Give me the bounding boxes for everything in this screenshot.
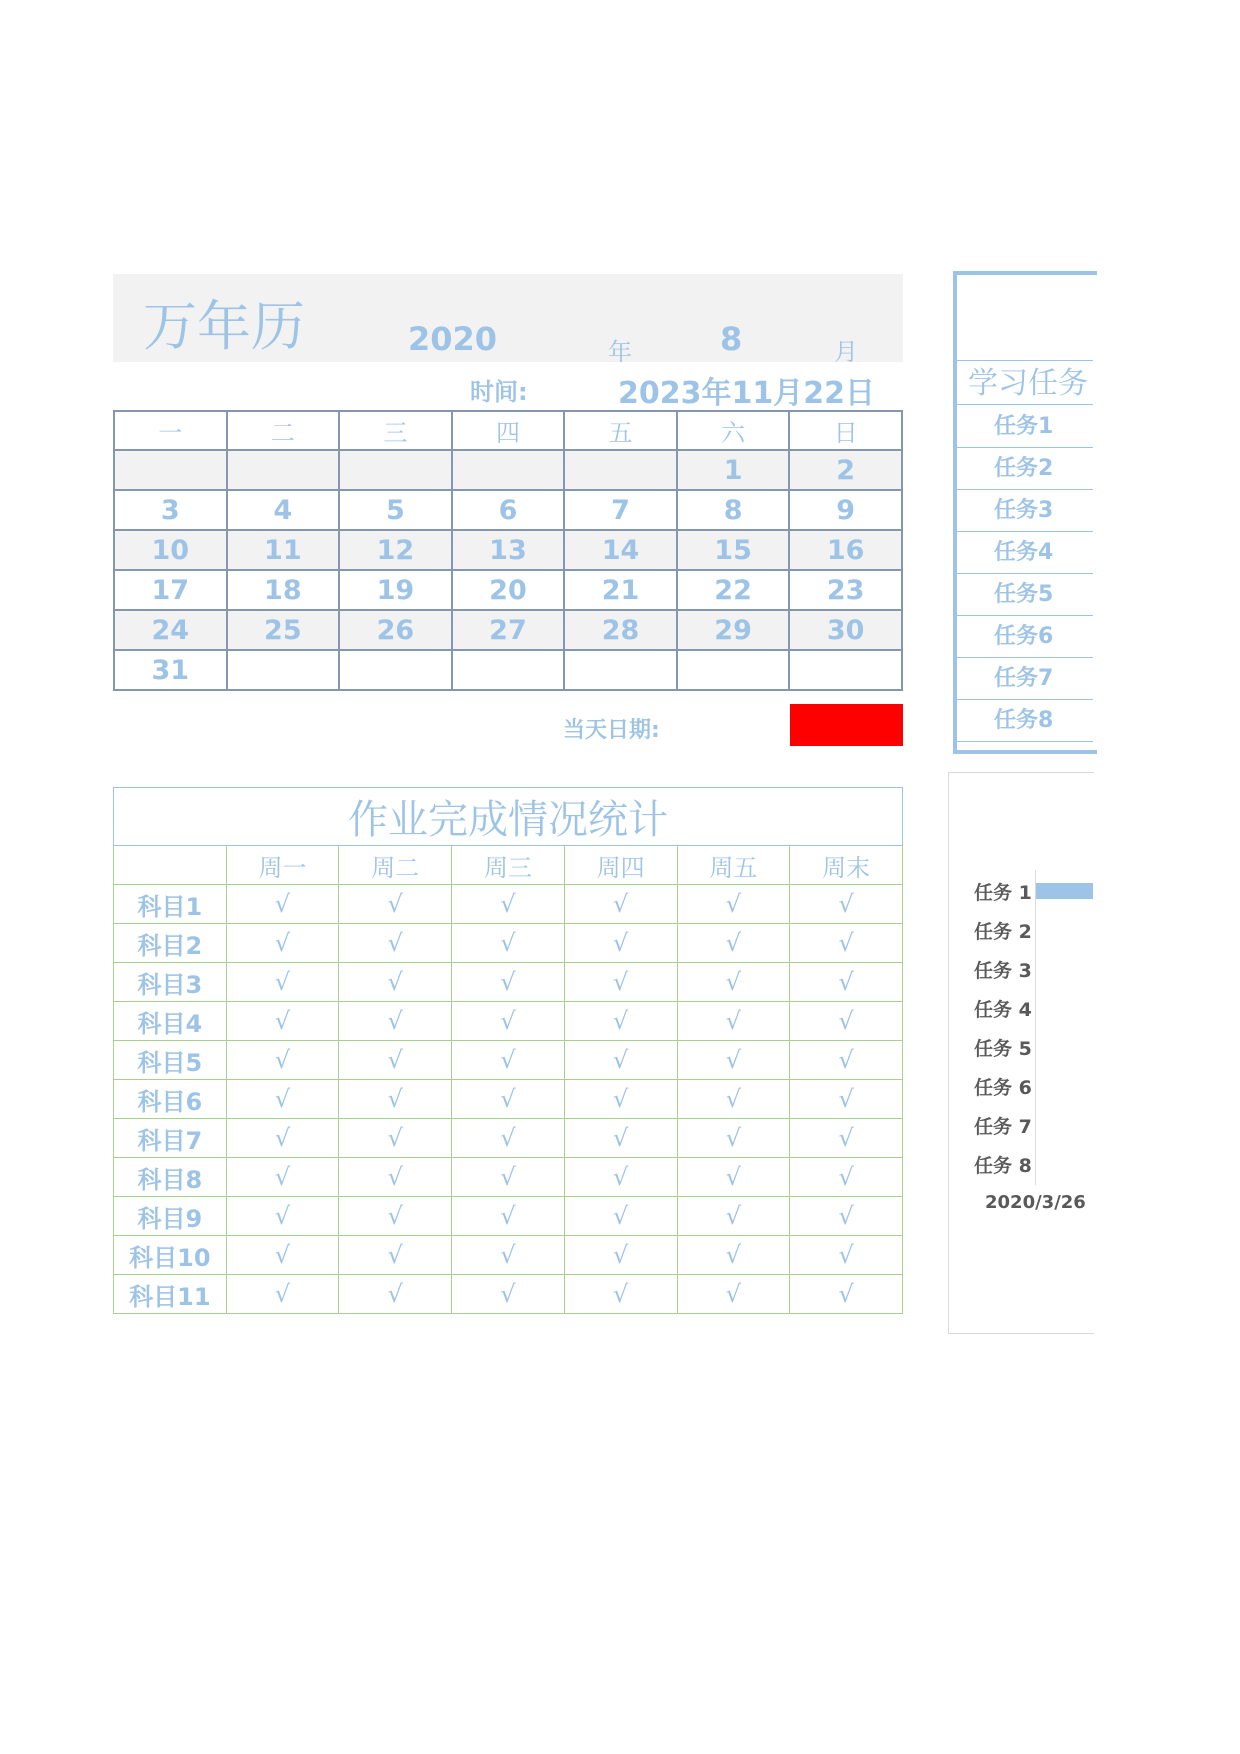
calendar-day-cell[interactable]: 9 xyxy=(789,490,902,530)
homework-check-cell[interactable]: √ xyxy=(226,1119,339,1158)
homework-check-cell[interactable]: √ xyxy=(790,1119,903,1158)
calendar-day-cell[interactable]: 2 xyxy=(789,450,902,490)
weekday-header: 六 xyxy=(677,411,790,450)
homework-check-cell[interactable]: √ xyxy=(339,924,452,963)
homework-check-cell[interactable]: √ xyxy=(790,1197,903,1236)
calendar-day-cell[interactable]: 23 xyxy=(789,570,902,610)
task-heading: 学习任务 xyxy=(956,360,1093,405)
homework-check-cell[interactable]: √ xyxy=(339,1158,452,1197)
calendar-day-cell[interactable]: 25 xyxy=(227,610,340,650)
weekday-header: 五 xyxy=(564,411,677,450)
calendar-day-cell[interactable]: 20 xyxy=(452,570,565,610)
homework-check-cell[interactable]: √ xyxy=(452,1041,565,1080)
calendar-day-cell[interactable] xyxy=(789,650,902,690)
calendar-day-cell[interactable]: 18 xyxy=(227,570,340,610)
homework-subject-label: 科目2 xyxy=(114,924,227,963)
homework-check-cell[interactable]: √ xyxy=(564,963,677,1002)
calendar-day-cell[interactable]: 4 xyxy=(227,490,340,530)
chart-category-label: 任务 3 xyxy=(974,960,1032,982)
calendar-day-cell[interactable]: 12 xyxy=(339,530,452,570)
calendar-day-cell[interactable]: 26 xyxy=(339,610,452,650)
homework-check-cell[interactable]: √ xyxy=(452,1158,565,1197)
homework-check-cell[interactable]: √ xyxy=(226,1080,339,1119)
calendar-day-cell[interactable]: 15 xyxy=(677,530,790,570)
task-item[interactable]: 任务6 xyxy=(956,616,1093,658)
homework-corner-cell xyxy=(114,846,227,885)
calendar-grid xyxy=(113,410,903,691)
calendar-month[interactable]: 8 xyxy=(720,320,743,358)
homework-check-cell[interactable]: √ xyxy=(226,924,339,963)
homework-subject-label: 科目10 xyxy=(114,1236,227,1275)
homework-check-cell[interactable]: √ xyxy=(790,924,903,963)
calendar-day-cell[interactable]: 13 xyxy=(452,530,565,570)
homework-check-cell[interactable]: √ xyxy=(564,1002,677,1041)
homework-check-cell[interactable]: √ xyxy=(677,924,790,963)
calendar-day-cell[interactable]: 21 xyxy=(564,570,677,610)
homework-check-cell[interactable]: √ xyxy=(339,1080,452,1119)
homework-check-cell[interactable]: √ xyxy=(564,1041,677,1080)
homework-subject-label: 科目1 xyxy=(114,885,227,924)
calendar-title: 万年历 xyxy=(143,295,305,358)
calendar-day-cell[interactable]: 24 xyxy=(114,610,227,650)
homework-day-header: 周二 xyxy=(339,846,452,885)
calendar-day-cell[interactable] xyxy=(452,650,565,690)
calendar-day-cell[interactable]: 3 xyxy=(114,490,227,530)
calendar-year[interactable]: 2020 xyxy=(408,320,498,358)
task-item[interactable]: 任务7 xyxy=(956,658,1093,700)
homework-check-cell[interactable]: √ xyxy=(677,1197,790,1236)
time-label: 时间: xyxy=(470,378,528,406)
chart-x-tick-label: 2020/3/26 xyxy=(985,1192,1086,1213)
task-item[interactable]: 任务5 xyxy=(956,574,1093,616)
homework-check-cell[interactable]: √ xyxy=(226,1002,339,1041)
homework-check-cell[interactable]: √ xyxy=(226,1236,339,1275)
homework-check-cell[interactable]: √ xyxy=(677,885,790,924)
task-item[interactable]: 任务8 xyxy=(956,700,1093,742)
calendar-day-cell[interactable]: 1 xyxy=(677,450,790,490)
chart-category-label: 任务 8 xyxy=(974,1155,1032,1177)
calendar-day-cell[interactable]: 5 xyxy=(339,490,452,530)
today-label: 当天日期: xyxy=(563,718,660,743)
homework-check-cell[interactable]: √ xyxy=(790,1158,903,1197)
homework-check-cell[interactable]: √ xyxy=(677,1158,790,1197)
calendar-day-cell[interactable]: 30 xyxy=(789,610,902,650)
homework-subject-label: 科目5 xyxy=(114,1041,227,1080)
calendar-day-cell[interactable]: 16 xyxy=(789,530,902,570)
homework-subject-label: 科目7 xyxy=(114,1119,227,1158)
homework-check-cell[interactable]: √ xyxy=(339,1197,452,1236)
homework-check-cell[interactable]: √ xyxy=(790,885,903,924)
homework-check-cell[interactable]: √ xyxy=(564,1119,677,1158)
homework-check-cell[interactable]: √ xyxy=(790,1041,903,1080)
weekday-header: 一 xyxy=(114,411,227,450)
homework-subject-label: 科目8 xyxy=(114,1158,227,1197)
chart-category-label: 任务 6 xyxy=(974,1077,1032,1099)
homework-subject-label: 科目4 xyxy=(114,1002,227,1041)
homework-day-header: 周一 xyxy=(226,846,339,885)
calendar-day-cell[interactable]: 17 xyxy=(114,570,227,610)
homework-check-cell[interactable]: √ xyxy=(339,885,452,924)
calendar-day-cell[interactable] xyxy=(339,450,452,490)
homework-check-cell[interactable]: √ xyxy=(339,1119,452,1158)
homework-subject-label: 科目9 xyxy=(114,1197,227,1236)
calendar-day-cell[interactable]: 27 xyxy=(452,610,565,650)
weekday-header: 四 xyxy=(452,411,565,450)
homework-check-cell[interactable]: √ xyxy=(339,1236,452,1275)
calendar-year-label: 年 xyxy=(608,338,632,366)
calendar-day-cell[interactable] xyxy=(564,650,677,690)
weekday-header: 三 xyxy=(339,411,452,450)
homework-check-cell[interactable]: √ xyxy=(677,1236,790,1275)
task-item[interactable]: 任务3 xyxy=(956,490,1093,532)
calendar-day-cell[interactable] xyxy=(677,650,790,690)
homework-check-cell[interactable]: √ xyxy=(677,1002,790,1041)
homework-table xyxy=(113,787,903,1314)
homework-check-cell[interactable]: √ xyxy=(564,1158,677,1197)
homework-check-cell[interactable]: √ xyxy=(564,885,677,924)
calendar-day-cell[interactable] xyxy=(339,650,452,690)
homework-check-cell[interactable]: √ xyxy=(339,963,452,1002)
calendar-day-cell[interactable] xyxy=(227,450,340,490)
homework-check-cell[interactable]: √ xyxy=(564,1080,677,1119)
calendar-day-cell[interactable]: 11 xyxy=(227,530,340,570)
homework-check-cell[interactable]: √ xyxy=(677,1041,790,1080)
homework-day-header: 周四 xyxy=(564,846,677,885)
calendar-day-cell[interactable] xyxy=(564,450,677,490)
chart-category-label: 任务 7 xyxy=(974,1116,1032,1138)
calendar-day-cell[interactable]: 7 xyxy=(564,490,677,530)
homework-check-cell[interactable]: √ xyxy=(226,1197,339,1236)
calendar-day-cell[interactable]: 29 xyxy=(677,610,790,650)
homework-check-cell[interactable]: √ xyxy=(226,1041,339,1080)
chart-bar-task-1 xyxy=(1036,883,1093,899)
homework-check-cell[interactable]: √ xyxy=(226,1275,339,1314)
homework-check-cell[interactable]: √ xyxy=(564,924,677,963)
calendar-day-cell[interactable]: 10 xyxy=(114,530,227,570)
calendar-day-cell[interactable]: 28 xyxy=(564,610,677,650)
homework-check-cell[interactable]: √ xyxy=(790,1002,903,1041)
chart-axis-line xyxy=(1035,870,1036,1185)
homework-check-cell[interactable]: √ xyxy=(339,1041,452,1080)
homework-check-cell[interactable]: √ xyxy=(339,1275,452,1314)
homework-check-cell[interactable]: √ xyxy=(564,1275,677,1314)
homework-title: 作业完成情况统计 xyxy=(114,788,903,846)
homework-subject-label: 科目3 xyxy=(114,963,227,1002)
homework-check-cell[interactable]: √ xyxy=(226,885,339,924)
homework-check-cell[interactable]: √ xyxy=(790,963,903,1002)
calendar-month-label: 月 xyxy=(834,338,858,366)
calendar-day-cell[interactable] xyxy=(452,450,565,490)
calendar-day-cell[interactable]: 19 xyxy=(339,570,452,610)
homework-check-cell[interactable]: √ xyxy=(452,1002,565,1041)
homework-subject-label: 科目11 xyxy=(114,1275,227,1314)
homework-check-cell[interactable]: √ xyxy=(677,1275,790,1314)
homework-check-cell[interactable]: √ xyxy=(452,885,565,924)
homework-check-cell[interactable]: √ xyxy=(790,1236,903,1275)
homework-check-cell[interactable]: √ xyxy=(790,1275,903,1314)
calendar-day-cell[interactable]: 22 xyxy=(677,570,790,610)
homework-check-cell[interactable]: √ xyxy=(564,1236,677,1275)
calendar-day-cell[interactable]: 14 xyxy=(564,530,677,570)
time-value: 2023年11月22日 xyxy=(618,376,875,411)
homework-check-cell[interactable]: √ xyxy=(226,1158,339,1197)
homework-check-cell[interactable]: √ xyxy=(452,1080,565,1119)
today-value-cell[interactable] xyxy=(790,704,903,746)
homework-check-cell[interactable]: √ xyxy=(452,1236,565,1275)
homework-check-cell[interactable]: √ xyxy=(452,1275,565,1314)
homework-check-cell[interactable]: √ xyxy=(677,1080,790,1119)
chart-category-label: 任务 4 xyxy=(974,999,1032,1021)
homework-check-cell[interactable]: √ xyxy=(677,1119,790,1158)
calendar-day-cell[interactable] xyxy=(227,650,340,690)
weekday-header: 二 xyxy=(227,411,340,450)
calendar-day-cell[interactable]: 6 xyxy=(452,490,565,530)
homework-check-cell[interactable]: √ xyxy=(452,1119,565,1158)
calendar-day-cell[interactable]: 31 xyxy=(114,650,227,690)
homework-subject-label: 科目6 xyxy=(114,1080,227,1119)
homework-day-header: 周三 xyxy=(452,846,565,885)
homework-check-cell[interactable]: √ xyxy=(452,1197,565,1236)
homework-check-cell[interactable]: √ xyxy=(226,963,339,1002)
calendar-day-cell[interactable] xyxy=(114,450,227,490)
weekday-header: 日 xyxy=(789,411,902,450)
task-item[interactable]: 任务4 xyxy=(956,532,1093,574)
homework-check-cell[interactable]: √ xyxy=(452,924,565,963)
chart-category-label: 任务 2 xyxy=(974,921,1032,943)
homework-check-cell[interactable]: √ xyxy=(677,963,790,1002)
calendar-day-cell[interactable]: 8 xyxy=(677,490,790,530)
homework-check-cell[interactable]: √ xyxy=(452,963,565,1002)
chart-category-label: 任务 5 xyxy=(974,1038,1032,1060)
task-item[interactable]: 任务2 xyxy=(956,448,1093,490)
homework-check-cell[interactable]: √ xyxy=(790,1080,903,1119)
homework-day-header: 周五 xyxy=(677,846,790,885)
task-item[interactable]: 任务1 xyxy=(956,406,1093,448)
homework-day-header: 周末 xyxy=(790,846,903,885)
homework-check-cell[interactable]: √ xyxy=(564,1197,677,1236)
chart-category-label: 任务 1 xyxy=(974,882,1032,904)
homework-check-cell[interactable]: √ xyxy=(339,1002,452,1041)
